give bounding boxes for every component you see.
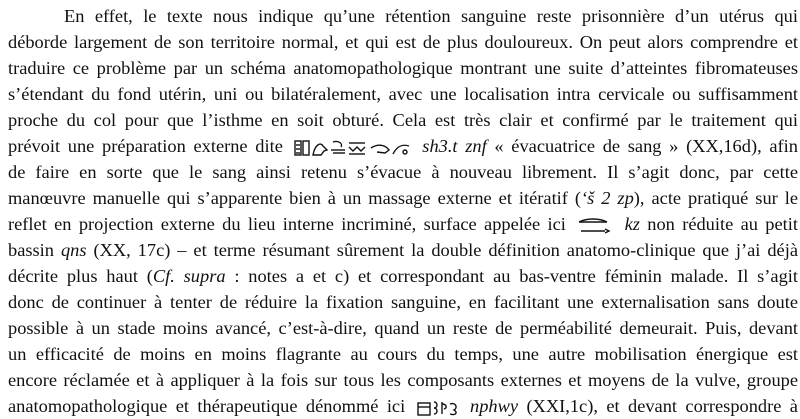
nphwy-hieroglyphs (416, 398, 460, 418)
text-line (8, 341, 798, 367)
text-line (8, 289, 798, 315)
text-segment: kz (624, 214, 640, 234)
text-segment: ), acte pratiqué sur le (633, 188, 799, 208)
text-segment: nphwy (470, 396, 519, 416)
text-segment: « évacuatrice de sang » (XX,16d), afin (494, 136, 798, 156)
text-segment: non réduite au petit (647, 214, 798, 234)
text-segment: sh3.t znf (422, 136, 487, 156)
text-line (8, 237, 798, 263)
text-segment: bassin (8, 240, 54, 260)
sh3t-znf-hieroglyphs (293, 138, 413, 158)
text-segment: s’étendant du fond utérin, uni ou bilatéralement, avec une localisation intra cervicale ou suffisamment (8, 84, 798, 104)
text-segment: reflet en projection externe du lieu interne incriminé, surface appelée ici (8, 214, 566, 234)
text-line (8, 107, 798, 133)
text-segment: qns (60, 240, 87, 260)
text-segment: possible à un stade moins avancé, c’est-à-dire, quand un reste de perméabilité demeurait. Puis, devant (8, 318, 798, 338)
text-segment: prévoit une préparation externe dite (8, 136, 283, 156)
text-segment: de faire en sorte que le sang ainsi retenu s’évacue à nouveau librement. Il s’agit donc, par cette (8, 162, 798, 182)
text-segment: décrite plus haut ( (8, 266, 153, 286)
text-line (8, 211, 798, 237)
text-line (8, 133, 798, 159)
text-segment: (XX, 17c) – et terme résumant sûrement la double définition anatomo-clinique que j’ai déjà (93, 240, 798, 260)
text-line (8, 29, 798, 55)
text-line (8, 393, 798, 419)
text-segment: anatomopathologique et thérapeutique dénommé ici (8, 396, 406, 416)
kz-hieroglyphs (575, 216, 615, 236)
text-segment: donc de continuer à tenter de réduire la fixation sanguine, en facilitant une externalisation sans doute (8, 292, 798, 312)
text-segment: un efficacité de moins en moins flagrante au cours du temps, une autre mobilisation énergique est (8, 344, 798, 364)
text-segment: déborde largement de son territoire normal, et qui est de plus douloureux. On peut alors comprendre et (8, 32, 798, 52)
text-line (8, 81, 798, 107)
text-segment: En effet, le texte nous indique qu’une rétention sanguine reste prisonnière d’un utérus qui (64, 6, 798, 26)
text-segment: proche du col pour que l’isthme en soit obturé. Cela est très clair et confirmé par le traitement qui (8, 110, 798, 130)
text-segment: encore réclamée et à appliquer à la fois sur tous les composants externes et moyens de la vulve, groupe (8, 370, 798, 390)
text-segment: : notes a et c) et correspondant au bas-ventre féminin malade. Il s’agit (234, 266, 798, 286)
text-line (8, 367, 798, 393)
text-segment: Cf. supra (152, 266, 226, 286)
text-line (8, 263, 798, 289)
text-segment: traduire ce problème par un schéma anatomopathologique montrant une suite d’atteintes fibromateuses (8, 58, 798, 78)
text-segment: manœuvre manuelle qui s’apparente bien à un massage externe et itératif ( (8, 188, 582, 208)
text-line (8, 55, 798, 81)
text-line (8, 185, 798, 211)
text-segment: ‘š 2 zp (581, 188, 634, 208)
text-segment: (XXI,1c), et devant correspondre à (526, 396, 798, 416)
text-line (8, 315, 798, 341)
text-line (8, 3, 798, 29)
text-line (8, 159, 798, 185)
